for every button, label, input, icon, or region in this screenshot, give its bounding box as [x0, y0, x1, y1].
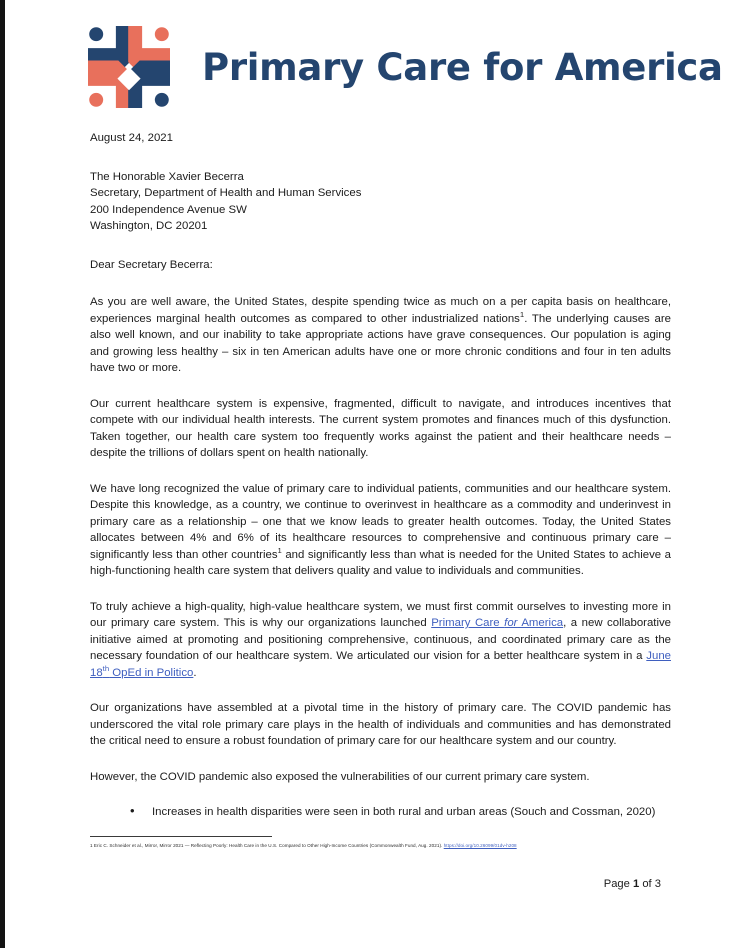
- paragraph: [90, 769, 671, 786]
- paragraph: [90, 481, 671, 580]
- ordinal-suffix: th: [102, 663, 110, 673]
- link-text-part: America: [517, 617, 564, 629]
- organization-wordmark: Primary Care for America: [202, 45, 723, 89]
- paragraph-text: However, the COVID pandemic also exposed the vulnerabilities of our current primary care system.: [90, 770, 590, 783]
- paragraph-text: To truly achieve a high-quality, high-value healthcare system, we must first commit ourselves to investing more in our primary care system. This is why our organizations launched: [90, 600, 671, 629]
- list-item: [130, 804, 671, 821]
- paragraph: [90, 700, 671, 750]
- primary-care-for-america-link[interactable]: [431, 617, 563, 629]
- paragraph: [90, 396, 671, 462]
- paragraph-text: Our organizations have assembled at a pivotal time in the history of primary care. The COVID pandemic has underscored the vital role primary care plays in the health of individuals and communities and has demonstrated the critical need to ensure a robust foundation of primary care for our healthcare system and our country.: [90, 702, 671, 747]
- recipient-line: Secretary, Department of Health and Human Services: [90, 187, 362, 199]
- paragraph-text: Our current healthcare system is expensive, fragmented, difficult to navigate, and introduces incentives that compete with our individual health interests. The current system promotes and finances much of this dysfunction. Taken together, our health care system too frequently works against the patient and their healthcare needs – despite the trillions of dollars spent on health nationally.: [90, 397, 671, 459]
- bullet-list: [90, 804, 671, 821]
- footnote-reference: 1: [519, 309, 525, 319]
- footnote: [90, 842, 671, 849]
- recipient-line: Washington, DC 20201: [90, 220, 208, 232]
- paragraph-text: As you are well aware, the United States, despite spending twice as much on a per capita basis on healthcare, experiences marginal health outcomes as compared to other industrialized nations: [90, 296, 671, 325]
- recipient-line: The Honorable Xavier Becerra: [90, 170, 244, 183]
- salutation: Dear Secretary Becerra:: [90, 258, 213, 271]
- page-number: 1: [632, 878, 640, 890]
- paragraph-text: .: [193, 666, 197, 679]
- footnote-text: 1 Eric C. Schneider et al., Mirror, Mirror 2021 — Reflecting Poorly: Health Care in the U.S. Compared to Other High-Income Countries (Commonwealth Fund, Aug. 2021).: [90, 843, 444, 848]
- letter-body: [90, 108, 671, 821]
- paragraph-text: and significantly less than what is needed for the United States to achieve a high-functioning health care system that delivers quality and value to individuals and communities.: [90, 548, 671, 577]
- recipient-address-block: [90, 169, 671, 235]
- footnote-doi-link[interactable]: https://doi.org/10.26099/01dv-h208: [443, 843, 517, 848]
- recipient-line: 200 Independence Avenue SW: [90, 203, 247, 216]
- page-footer: [604, 878, 661, 890]
- footnote-reference: 1: [277, 545, 282, 555]
- footnote-area: [90, 836, 671, 849]
- list-item-text: Increases in health disparities were seen in both rural and urban areas (Souch and Cossman, 2020): [152, 806, 656, 818]
- paragraph-text: . The underlying causes are also well known, and our inability to take appropriate actions have grave consequences. Our population is aging and growing less healthy – six in ten American adults have one or more chronic conditions and four in ten adults have two or more.: [90, 312, 671, 374]
- paragraph: [90, 599, 671, 682]
- paragraph: [90, 294, 671, 377]
- page-label-prefix: Page: [603, 878, 630, 890]
- page-label-suffix: of 3: [642, 878, 661, 890]
- link-text-part: Primary Care: [431, 617, 505, 629]
- footnote-separator: [90, 836, 272, 837]
- paragraph-text: , a new collaborative initiative aimed at promoting and positioning comprehensive, continuous, and coordinated primary care as the necessary foundation of our healthcare system. We articulated our vision for a better healthcare system in a: [90, 617, 672, 662]
- letter-date: August 24, 2021: [90, 132, 173, 144]
- link-text-part: June 18: [90, 650, 671, 679]
- primary-care-for-america-logo: [88, 26, 170, 108]
- paragraph-text: We have long recognized the value of primary care to individual patients, communities and our healthcare system. Despite this knowledge, as a country, we continue to overinvest in healthcare as a commodity and underinvest in primary care as a relationship – one that we know leads to greater health outcomes. Today, the United States allocates between 4% and 6% of its healthcare resources to comprehensive and continuous primary care – significantly less than other countries: [90, 482, 671, 561]
- link-text-part: OpEd in Politico: [109, 666, 194, 679]
- link-text-italic: for: [504, 617, 518, 629]
- letterhead: [88, 0, 723, 108]
